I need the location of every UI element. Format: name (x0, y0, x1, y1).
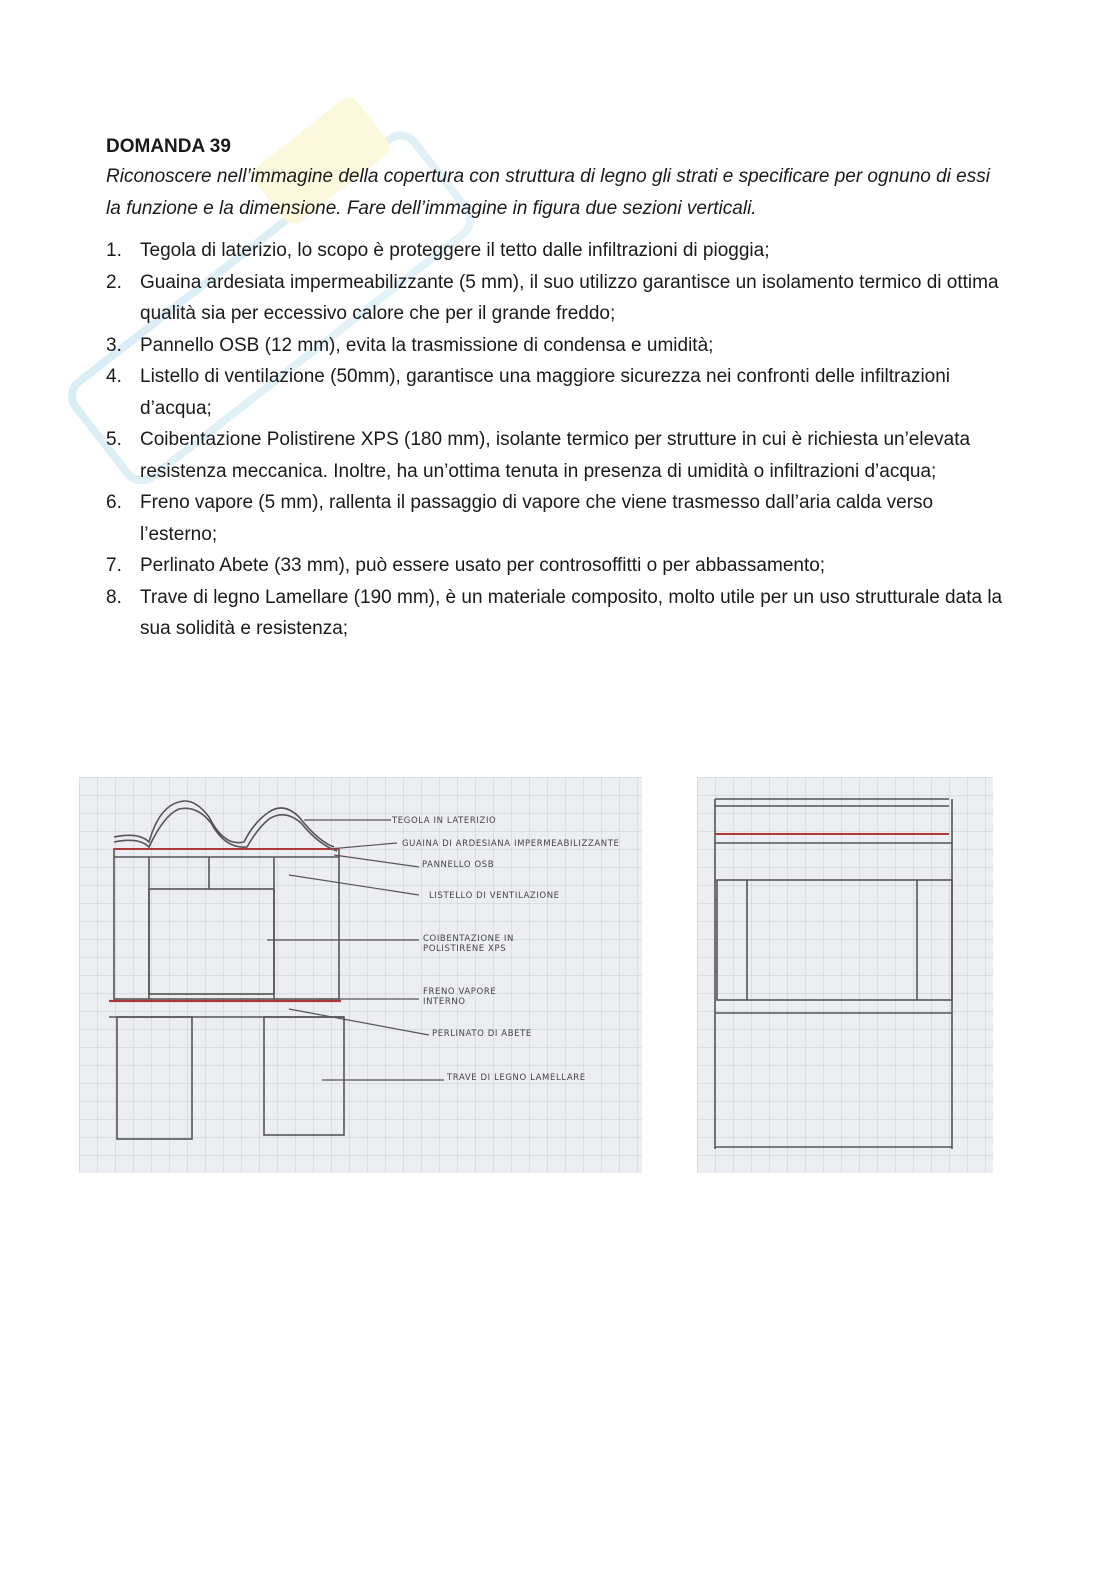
list-item (106, 361, 1006, 424)
list-item-text: Trave di legno Lamellare (190 mm), è un materiale composito, molto utile per un uso strutturale data la sua solidità e resistenza; (140, 586, 1003, 639)
list-item-text: Coibentazione Polistirene XPS (180 mm), isolante termico per strutture in cui è richiesta un’elevata resistenza meccanica. Inoltre, ha un’ottima tenuta in presenza di umidità o infiltrazioni d’acqua; (140, 429, 971, 482)
list-item (106, 330, 1006, 362)
list-item (106, 550, 1006, 582)
question-title: DOMANDA 39 (106, 136, 231, 157)
sketch-label-coibentazione-2: POLISTIRENE XPS (423, 944, 507, 954)
sketch-label-guaina: GUAINA DI ARDESIANA IMPERMEABILIZZANTE (402, 839, 620, 849)
list-item (106, 267, 1006, 330)
sketch-label-tegola: TEGOLA IN LATERIZIO (392, 816, 497, 826)
sketch-label-perlinato: PERLINATO DI ABETE (432, 1029, 532, 1039)
question-prompt: Riconoscere nell’immagine della copertura con struttura di legno gli strati e specificare per ognuno di essi la funzione e la dimensione. Fare dell’immagine in figura due sezioni verticali. (106, 166, 990, 219)
sketch-label-listello: LISTELLO DI VENTILAZIONE (429, 891, 560, 901)
list-item (106, 487, 1006, 550)
list-item (106, 582, 1006, 645)
sketch-label-pannello: PANNELLO OSB (422, 860, 495, 870)
sketch-label-trave: TRAVE DI LEGNO LAMELLARE (447, 1073, 586, 1083)
list-item (106, 424, 1006, 487)
list-item-text: Guaina ardesiata impermeabilizzante (5 mm), il suo utilizzo garantisce un isolamento termico di ottima qualità sia per eccessivo calore che per il grande freddo; (140, 271, 999, 324)
list-item-number: 8. (106, 586, 122, 608)
sketch-section-annotated (79, 777, 642, 1173)
list-item-number: 6. (106, 492, 122, 513)
list-item-text: Tegola di laterizio, lo scopo è proteggere il tetto dalle infiltrazioni di pioggia; (140, 240, 770, 261)
sketch-label-freno-1: FRENO VAPORE (423, 987, 497, 997)
list-item (106, 235, 1006, 267)
list-item-text: Perlinato Abete (33 mm), può essere usato per controsoffitti o per abbassamento; (140, 555, 826, 576)
list-item-number: 4. (106, 366, 122, 387)
list-item-text: Pannello OSB (12 mm), evita la trasmissione di condensa e umidità; (140, 334, 714, 356)
list-item-number: 3. (106, 334, 122, 356)
sketch-label-freno-2: INTERNO (423, 997, 466, 1007)
list-item-number: 5. (106, 429, 122, 450)
list-item-number: 2. (106, 271, 122, 293)
list-item-number: 7. (106, 555, 122, 576)
answer-list (106, 235, 1006, 645)
list-item-text: Freno vapore (5 mm), rallenta il passaggio di vapore che viene trasmesso dall’aria calda verso l’esterno; (140, 492, 934, 545)
sketch-label-coibentazione-1: COIBENTAZIONE IN (423, 934, 514, 944)
sketch-section-plain (697, 777, 993, 1173)
document-body (106, 133, 1006, 645)
list-item-number: 1. (106, 240, 122, 261)
list-item-text: Listello di ventilazione (50mm), garantisce una maggiore sicurezza nei confronti delle infiltrazioni d’acqua; (140, 366, 951, 419)
